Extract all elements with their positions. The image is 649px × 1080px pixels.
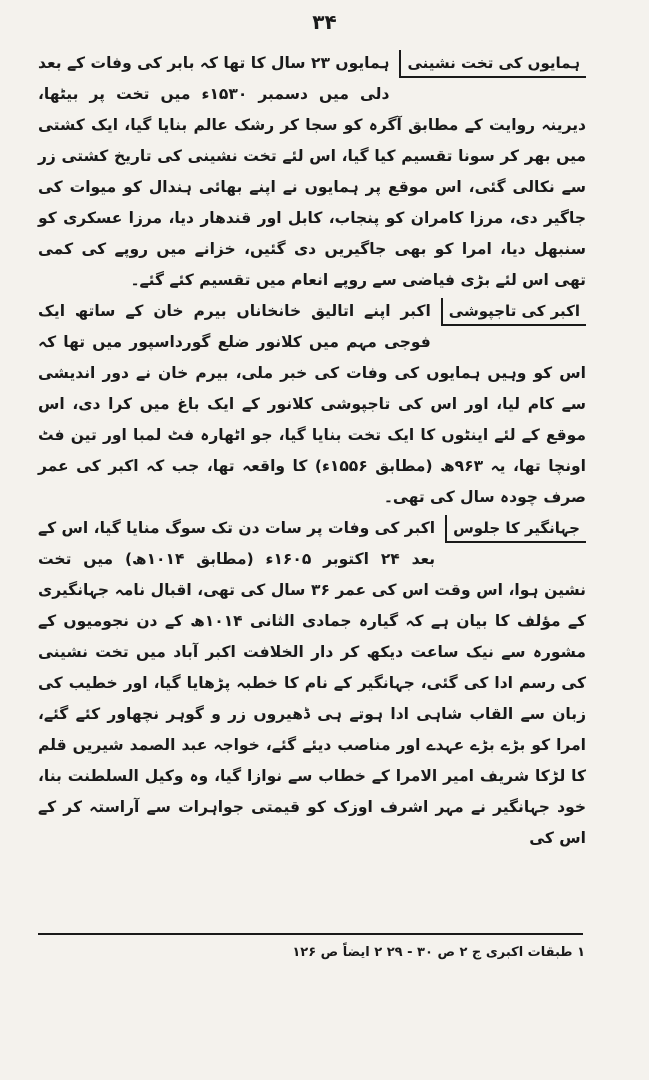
side-heading-jahangir: جہانگیر کا جلوس [445, 515, 586, 543]
paragraph-akbar: اکبر اپنے اتالیق خانخاناں بیرم خان کے ساتھ ایک فوجی مہم میں کلانور ضلع گورداسپور میں تھا کہ اس کو وہیں ہمایوں کی وفات کی خبر ملی، بیرم خان نے دور اندیشی سے کام لیا، اور اس کی تاجپوشی کلانور کے ایک باغ میں کرا دی، اس موقع کے لئے اینٹوں کا ایک تخت بنایا گیا، جو اٹھارہ فٹ لمبا اور تین فٹ اونچا تھا، یہ ۹۶۳ھ (مطابق ۱۵۵۶ء) کا واقعہ تھا، جب کہ اکبر کی عمر صرف چودہ سال کی تھی۔ [38, 302, 586, 506]
section-akbar-coronation [38, 296, 586, 513]
side-heading-akbar: اکبر کی تاجپوشی [441, 298, 586, 326]
paragraph-jahangir: اکبر کی وفات پر سات دن تک سوگ منایا گیا، اس کے بعد ۲۴ اکتوبر ۱۶۰۵ء (مطابق ۱۰۱۴ھ) میں تخت نشین ہوا، اس وقت اس کی عمر ۳۶ سال کی تھی، اقبال نامہ جہانگیری کے مؤلف کا بیان ہے کہ گیارہ جمادی الثانی ۱۰۱۴ھ کے دن نجومیوں کے مشورہ سے نیک ساعت دیکھ کر دار الخلافت اکبر آباد میں تخت نشینی کی رسم ادا کی گئی، جہانگیر کے نام کا خطبہ پڑھایا گیا، اور خطیب کی زبان سے القاب شاہی ادا ہوتے ہی ڈھیروں زر و گوہر نچھاور کئے گئے، امرا کو بڑے بڑے عہدے اور مناصب دیئے گئے، خواجہ عبد الصمد شیریں قلم کا لڑکا شریف امیر الامرا کے خطاب سے نوازا گیا، وہ وکیل السلطنت بنا، خود جہانگیر نے مہر اشرف اوزک کو قیمتی جواہرات سے آراستہ کر کے اس کی [38, 519, 586, 847]
section-jahangir-julus [38, 513, 586, 854]
footnote: ۱ طبقات اکبری ج ۲ ص ۳۰ - ۲۹ ۲ ایضاً ص ۱۲۶ [292, 945, 585, 960]
section-humayun-accession [38, 48, 586, 296]
side-heading-humayun: ہمایوں کی تخت نشینی [399, 50, 586, 78]
page-body [38, 48, 586, 854]
footnote-divider [38, 933, 583, 935]
page-number: ۳۴ [312, 10, 337, 34]
paragraph-humayun: ہمایوں ۲۳ سال کا تھا کہ بابر کی وفات کے بعد دلی میں دسمبر ۱۵۳۰ء میں تخت پر بیٹھا، دیرینہ روایت کے مطابق آگرہ کو سجا کر رشک عالم بنایا گیا، ایک کشتی میں بھر کر سونا تقسیم کیا گیا، اس لئے تخت نشینی کی تاریخ کشتی زر سے نکالی گئی، اس موقع پر ہمایوں نے اپنے بھائی ہندال کو میوات کی جاگیر دی، مرزا کامران کو پنجاب، کابل اور قندھار دیا، مرزا عسکری کو سنبھل دیا، امرا کو بھی جاگیریں دی گئیں، خزانے میں روپے کی کمی تھی اس لئے بڑی فیاضی سے روپے انعام میں تقسیم کئے گئے۔ [38, 54, 586, 289]
